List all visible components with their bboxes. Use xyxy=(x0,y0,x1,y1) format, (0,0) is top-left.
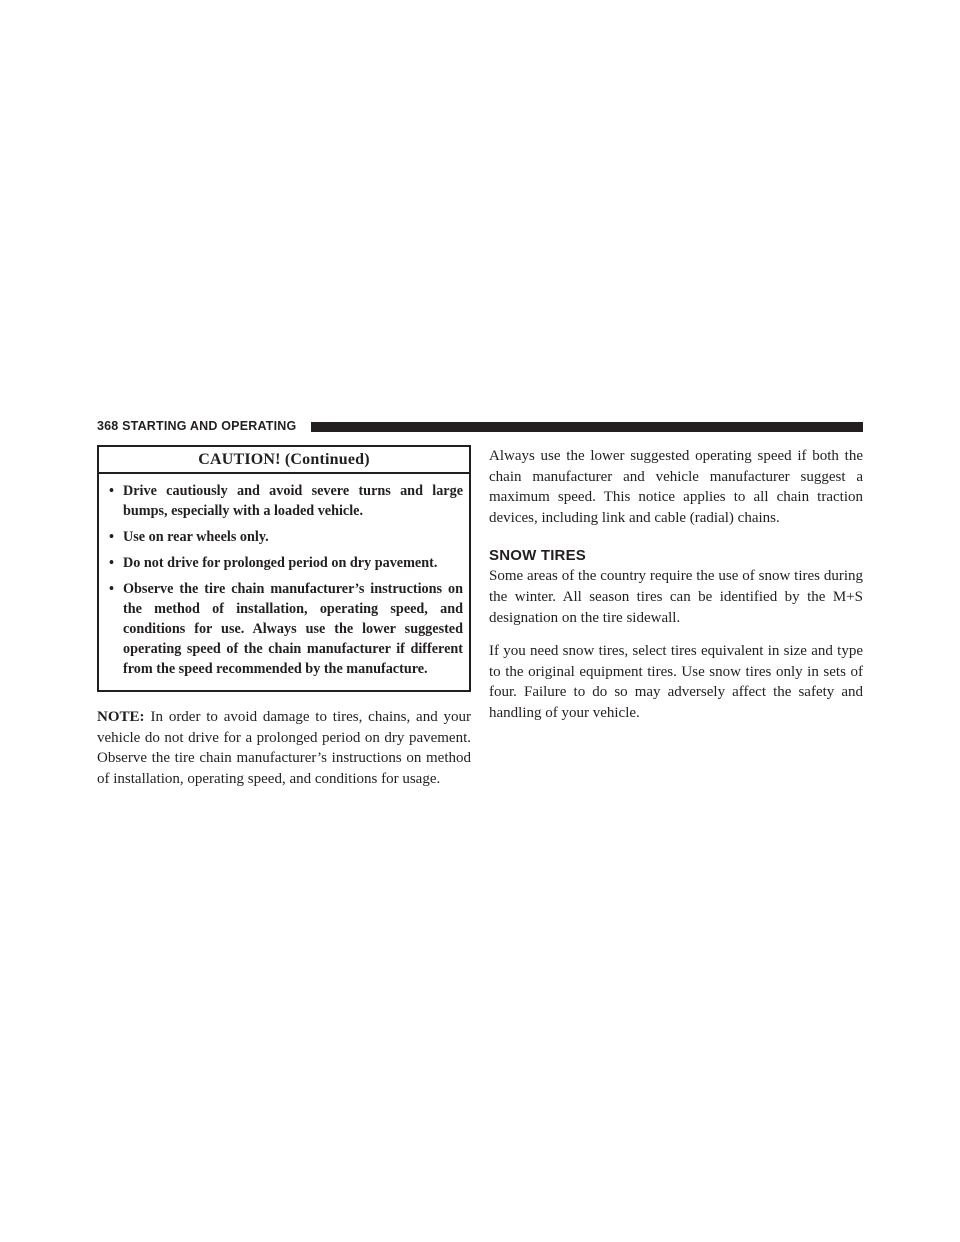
caution-box xyxy=(97,445,471,692)
bullet-icon: • xyxy=(109,529,114,545)
caution-item-text: Do not drive for prolonged period on dry pavement. xyxy=(123,555,438,571)
note-paragraph xyxy=(97,707,471,789)
caution-list xyxy=(99,474,469,679)
page-header xyxy=(97,418,863,436)
page-number-section-title: 368 STARTING AND OPERATING xyxy=(97,419,297,433)
snow-tires-paragraph-1: Some areas of the country require the use of snow tires during the winter. All season tires can be identified by the M+S designation on the tire sidewall. xyxy=(489,568,863,626)
right-column xyxy=(489,446,863,737)
caution-item xyxy=(109,579,463,679)
caution-item xyxy=(109,481,463,521)
caution-item-text: Drive cautiously and avoid severe turns and large bumps, especially with a loaded vehicle. xyxy=(123,483,463,519)
snow-tires-paragraph-2: If you need snow tires, select tires equivalent in size and type to the original equipment tires. Use snow tires only in sets of four. Failure to do so may adversely affect the safety and handling of your vehicle. xyxy=(489,643,863,721)
note-text: In order to avoid damage to tires, chains, and your vehicle do not drive for a prolonged period on dry pavement. Observe the tire chain manufacturer’s instructions on method of installation, operating speed, and conditions for usage. xyxy=(97,709,471,787)
bullet-icon: • xyxy=(109,483,114,499)
bullet-icon: • xyxy=(109,581,114,597)
caution-item xyxy=(109,527,463,547)
snow-tires-heading: SNOW TIRES xyxy=(489,547,587,565)
caution-item-text: Observe the tire chain manufacturer’s instructions on the method of installation, operating speed, and conditions for use. Always use the lower suggested operating speed of the chain manufacturer if different from the speed recommended by the manufacture. xyxy=(123,581,463,677)
note-label: NOTE: xyxy=(97,709,145,725)
bullet-icon: • xyxy=(109,555,114,571)
header-rule xyxy=(311,422,863,432)
chain-speed-paragraph: Always use the lower suggested operating speed if both the chain manufacturer and vehicle manufacturer suggest a maximum speed. This notice applies to all chain traction devices, including link and cable (radial) chains. xyxy=(489,448,863,526)
caution-item-text: Use on rear wheels only. xyxy=(123,529,269,545)
caution-title: CAUTION! (Continued) xyxy=(99,447,469,474)
caution-item xyxy=(109,553,463,573)
